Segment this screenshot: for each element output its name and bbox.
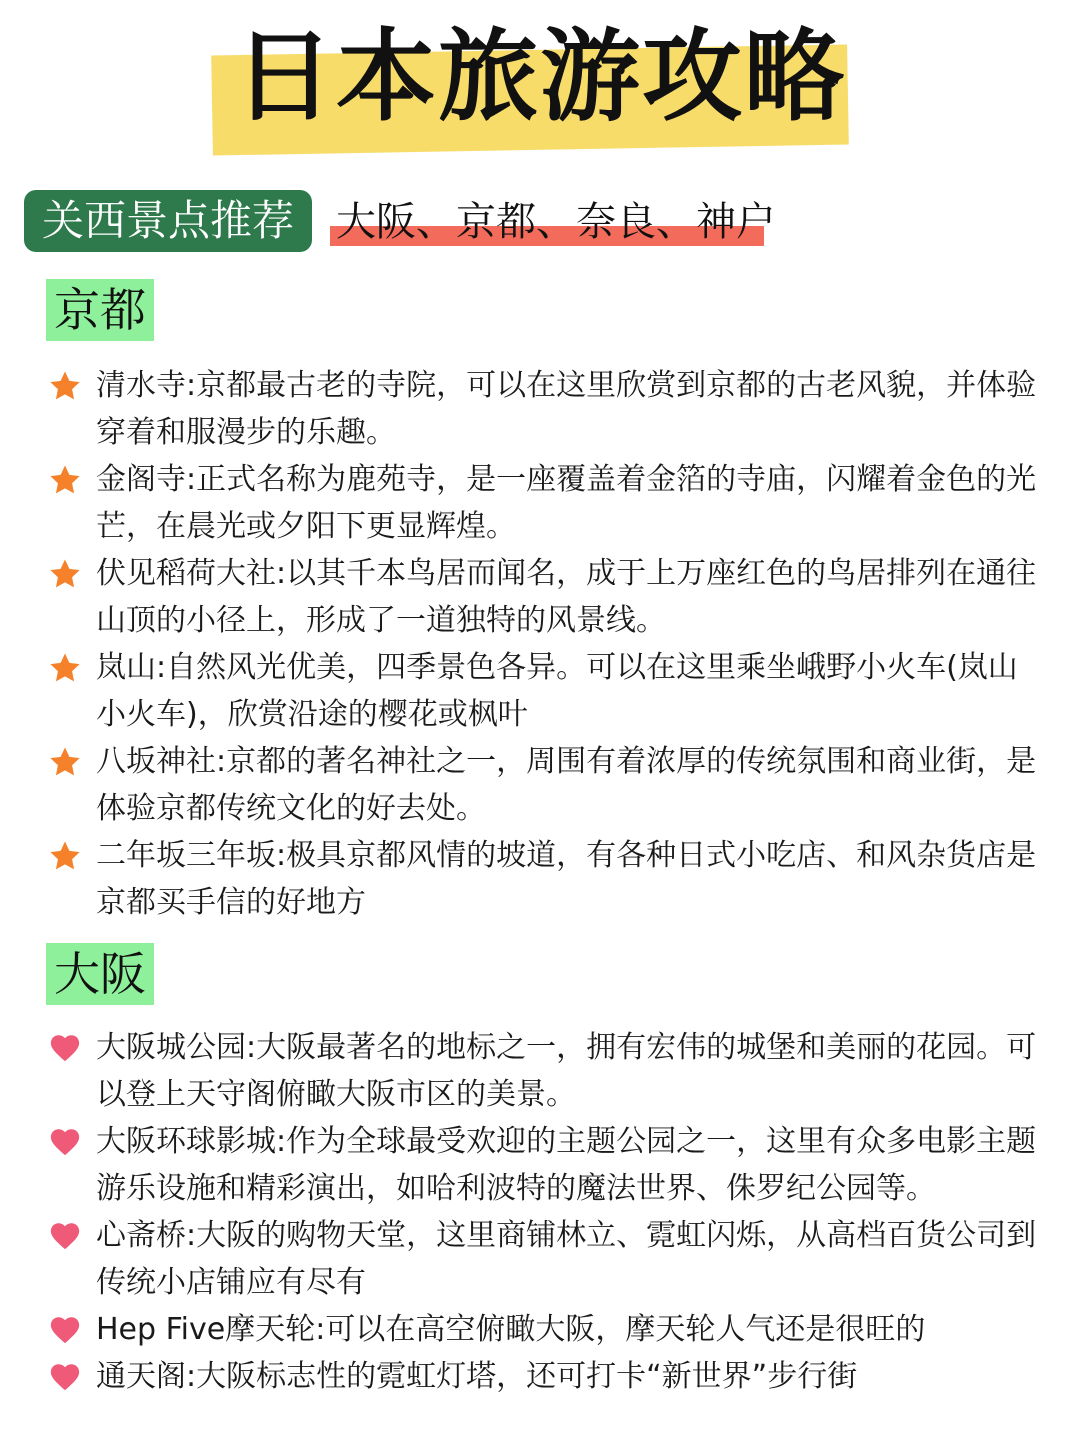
star-icon — [48, 839, 82, 873]
heart-icon — [48, 1031, 82, 1065]
subtitle-cities: 大阪、京都、奈良、神户 — [336, 199, 776, 245]
list-item — [44, 456, 1044, 550]
list-item-text: 大阪环球影城:作为全球最受欢迎的主题公园之一，这里有众多电影主题游乐设施和精彩演出，如哈利波特的魔法世界、侏罗纪公园等。 — [96, 1124, 1037, 1206]
section-label-osaka: 大阪 — [46, 943, 154, 1005]
heart-icon — [48, 1219, 82, 1253]
subtitle-badge: 关西景点推荐 — [24, 190, 312, 252]
list-item — [44, 362, 1044, 456]
list-item — [44, 1306, 1044, 1353]
list-item — [44, 1353, 1044, 1400]
star-icon — [48, 369, 82, 403]
subtitle-row — [24, 186, 784, 256]
list-item-text: 八坂神社:京都的著名神社之一，周围有着浓厚的传统氛围和商业街，是体验京都传统文化的好去处。 — [96, 744, 1037, 826]
list-item-text: 大阪城公园:大阪最著名的地标之一，拥有宏伟的城堡和美丽的花园。可以登上天守阁俯瞰大阪市区的美景。 — [96, 1030, 1037, 1112]
list-item-text: 清水寺:京都最古老的寺院，可以在这里欣赏到京都的古老风貌，并体验穿着和服漫步的乐趣。 — [96, 368, 1037, 450]
star-icon — [48, 745, 82, 779]
list-item-text: 通天阁:大阪标志性的霓虹灯塔，还可打卡“新世界”步行街 — [96, 1359, 858, 1394]
list-item — [44, 1212, 1044, 1306]
kyoto-list — [44, 362, 1044, 926]
list-item — [44, 738, 1044, 832]
heart-icon — [48, 1313, 82, 1347]
list-item-text: 金阁寺:正式名称为鹿苑寺，是一座覆盖着金箔的寺庙，闪耀着金色的光芒，在晨光或夕阳下更显辉煌。 — [96, 462, 1037, 544]
list-item — [44, 1118, 1044, 1212]
page-title: 日本旅游攻略 — [234, 18, 846, 135]
list-item-text: Hep Five摩天轮:可以在高空俯瞰大阪，摩天轮人气还是很旺的 — [96, 1312, 926, 1347]
osaka-list — [44, 1024, 1044, 1400]
list-item — [44, 550, 1044, 644]
list-item-text: 心斋桥:大阪的购物天堂，这里商铺林立、霓虹闪烁，从高档百货公司到传统小店铺应有尽有 — [96, 1218, 1037, 1300]
heart-icon — [48, 1360, 82, 1394]
list-item — [44, 832, 1044, 926]
heart-icon — [48, 1125, 82, 1159]
list-item-text: 岚山:自然风光优美，四季景色各异。可以在这里乘坐峨野小火车(岚山小火车)，欣赏沿途的樱花或枫叶 — [96, 650, 1018, 732]
list-item-text: 二年坂三年坂:极具京都风情的坡道，有各种日式小吃店、和风杂货店是京都买手信的好地方 — [96, 838, 1037, 920]
list-item — [44, 1024, 1044, 1118]
star-icon — [48, 463, 82, 497]
title-area — [0, 0, 1080, 170]
list-item-text: 伏见稻荷大社:以其千本鸟居而闻名，成于上万座红色的鸟居排列在通往山顶的小径上，形成了一道独特的风景线。 — [96, 556, 1037, 638]
list-item — [44, 644, 1044, 738]
section-label-kyoto: 京都 — [46, 279, 154, 341]
star-icon — [48, 651, 82, 685]
star-icon — [48, 557, 82, 591]
